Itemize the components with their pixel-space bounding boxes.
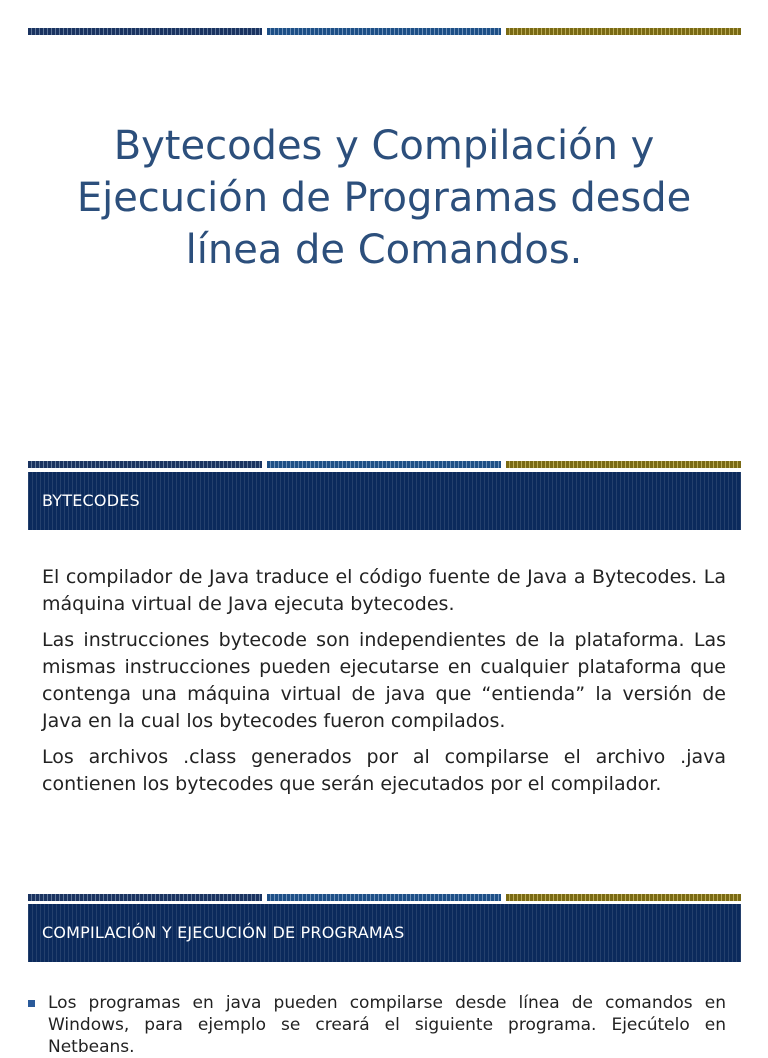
stripe-segment-blue <box>267 894 501 901</box>
stripe-segment-navy <box>28 28 262 35</box>
stripe-segment-olive <box>506 28 741 35</box>
compilation-slide <box>0 892 768 1057</box>
stripe-segment-navy <box>28 461 262 468</box>
section-header-bar <box>28 472 741 530</box>
stripe-segment-blue <box>267 461 501 468</box>
slide-title: Bytecodes y Compilación y Ejecución de Programas desde línea de Comandos. <box>76 123 692 273</box>
bullet-item <box>28 992 726 1058</box>
stripe-segment-olive <box>506 461 741 468</box>
stripe-segment-blue <box>267 28 501 35</box>
section-header-title: COMPILACIÓN Y EJECUCIÓN DE PROGRAMAS <box>42 923 405 942</box>
decorative-stripe <box>28 894 741 901</box>
bytecodes-slide <box>0 456 768 892</box>
stripe-segment-olive <box>506 894 741 901</box>
decorative-stripe <box>28 28 741 35</box>
slide-body <box>42 564 726 807</box>
title-slide <box>0 0 768 456</box>
section-header-title: BYTECODES <box>42 491 140 510</box>
bullet-text: Los programas en java pueden compilarse desde línea de comandos en Windows, para ejemplo se creará el siguiente programa. Ejecútelo en Netbeans. <box>48 993 726 1057</box>
square-bullet-icon <box>28 1000 35 1007</box>
section-header-bar <box>28 904 741 962</box>
body-paragraph: Las instrucciones bytecode son independientes de la plataforma. Las mismas instrucciones pueden ejecutarse en cualquier plataforma que contenga una máquina virtual de java que “entienda” la versión de Java en la cual los bytecodes fueron compilados. <box>42 629 726 732</box>
body-paragraph: Los archivos .class generados por al compilarse el archivo .java contienen los bytecodes que serán ejecutados por el compilador. <box>42 746 726 795</box>
stripe-segment-navy <box>28 894 262 901</box>
decorative-stripe <box>28 461 741 468</box>
body-paragraph: El compilador de Java traduce el código fuente de Java a Bytecodes. La máquina virtual de Java ejecuta bytecodes. <box>42 566 726 615</box>
